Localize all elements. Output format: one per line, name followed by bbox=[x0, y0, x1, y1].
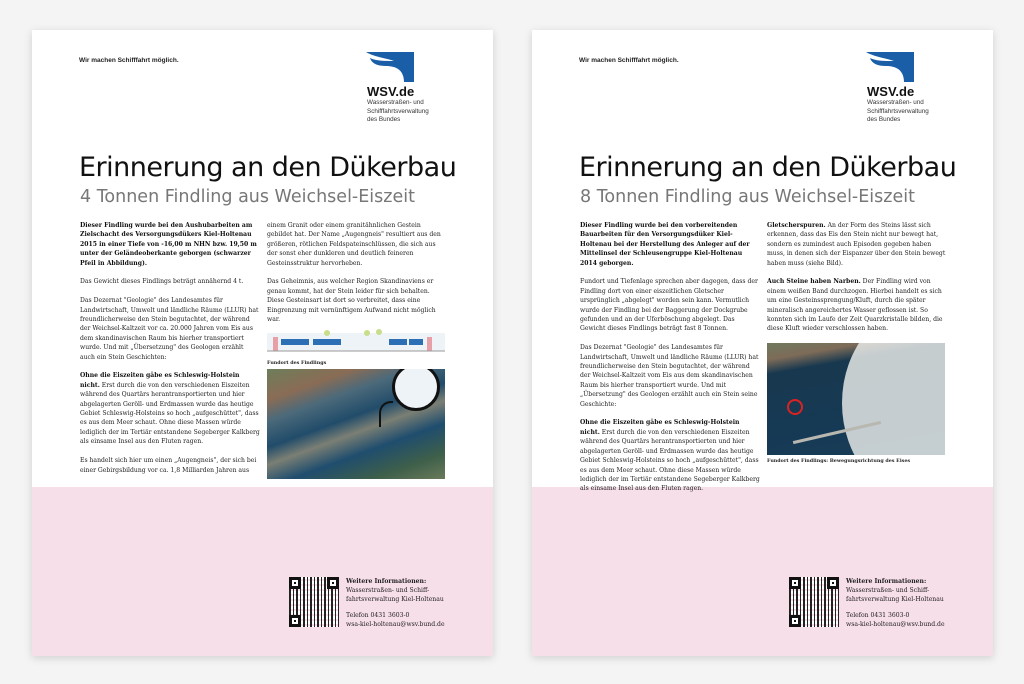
contact-info bbox=[346, 577, 445, 629]
figure-find-site bbox=[767, 343, 945, 467]
email-link[interactable]: wsa-kiel-holtenau@wsv.bund.de bbox=[346, 621, 445, 628]
paragraph: Auch Steine haben Narben. Der Findling wird von einem weißen Band durchzogen. Hierbei handelt es sich um eine Gesteinssprengung/Kluft, durch die später mineralisch angereichertes Wasser geflossen ist. So konnten sich im Laufe der Zeit Quarzkristalle bilden, die diese Kluft wieder verschlossen haben. bbox=[767, 278, 943, 333]
qr-code[interactable] bbox=[788, 576, 840, 628]
ice-overlay bbox=[842, 343, 945, 455]
figure-lock-site bbox=[267, 327, 445, 479]
paragraph: Dieser Findling wurde bei den vorbereitenden Bauarbeiten für den Versorgungsdüker Kiel-Holtenau bei der Herstellung des Anleger auf der Mittelinsel der Schleusengruppe Kiel-Holtenau 2014 geborgen. bbox=[580, 222, 750, 267]
aerial-photo-harbour bbox=[767, 343, 945, 455]
logo-text: WSV.de bbox=[867, 84, 915, 99]
phone: Telefon 0431 3603-0 bbox=[846, 612, 910, 619]
info-line: Wasserstraßen- und Schiff- bbox=[346, 587, 430, 594]
paragraph: Das Gewicht dieses Findlings beträgt annähernd 4 t. bbox=[80, 278, 244, 286]
tagline: Wir machen Schifffahrt möglich. bbox=[579, 57, 679, 64]
find-location-circle bbox=[787, 399, 803, 415]
phone: Telefon 0431 3603-0 bbox=[346, 612, 410, 619]
figure-caption: Fundort des Findlings bbox=[267, 360, 327, 366]
pink-footer-band bbox=[32, 487, 493, 656]
paragraph: Das Dezernat "Geologie" des Landesamtes für Landwirtschaft, Umwelt und ländliche Räume (LLUR) hat freundlicherweise den Stein begutachtet, der während der Weichsel-Kaltzeit vom Eis aus dem skandinavischen Raum bis hierher transportiert wurde. Und mit „Übersetzung" des Geologen erzählt auch ein Stein seine Geschichte: bbox=[580, 344, 759, 408]
wsv-logo bbox=[366, 52, 476, 125]
aerial-photo-locks bbox=[267, 369, 445, 479]
text-column-2 bbox=[767, 221, 947, 343]
org-line: Wasserstraßen- und bbox=[367, 99, 424, 106]
info-line: fahrtsverwaltung Kiel-Holtenau bbox=[846, 596, 944, 603]
text-column-1 bbox=[580, 221, 760, 503]
paragraph: Dieser Findling wurde bei den Aushubarbeiten am Zielschacht des Versorgungsdükers Kiel-Holtenau 2015 in einer Tiefe von -16,00 m NHN bzw. 19,50 m unter der Geländeoberkante geborgen (schwarzer Pfeil in Abbildung). bbox=[80, 222, 257, 267]
paragraph: Gletscherspuren. An der Form des Steins lässt sich erkennen, dass das Eis den Stein nicht nur bewegt hat, sondern es zumindest auch Episoden gegeben haben muss, in denen sich der Eispanzer über den Stein bewegt haben muss (siehe Bild). bbox=[767, 222, 946, 267]
paragraph: Ohne die Eiszeiten gäbe es Schleswig-Holstein nicht. Erst durch die von den verschiedenen Eiszeiten während des Quartärs herantransportierten und hier abgelagerten Geröll- und Erdmassen wurde das heutige Gebiet Schleswig-Holsteins so hoch „aufgeschüttet", dass es aus dem Meer schaut. Ohne diese Massen würde lediglich der im Tertiär entstandene Segeberger Kalkberg als einsame Insel aus den Fluten ragen. bbox=[80, 372, 260, 446]
poster-8-tonnen bbox=[532, 30, 993, 656]
paragraph: einem Granit oder einem granitähnlichen Gestein gebildet hat. Der Name „Augengneis" resultiert aus den größeren, rötlichen Feldspateinschlüssen, die sich aus der sonst eher dunkleren und deutlich feineren Gesteinsstruktur hervorheben. bbox=[267, 222, 441, 267]
page-subtitle: 8 Tonnen Findling aus Weichsel-Eiszeit bbox=[580, 187, 915, 207]
info-heading: Weitere Informationen: bbox=[846, 578, 927, 585]
paragraph: Fundort und Tiefenlage sprechen aber dagegen, dass der Findling dort von einer eiszeitlichen Gletscher ursprünglich „abgelegt" worden sein kann. Vermutlich wurde der Findling bei der Baggerung der Dockgrube gefunden und an der Uferböschung abgelegt. Das Gewicht dieses Findlings beträgt fast 8 Tonnen. bbox=[580, 278, 758, 333]
info-line: fahrtsverwaltung Kiel-Holtenau bbox=[346, 596, 444, 603]
org-line: des Bundes bbox=[367, 116, 401, 123]
wsv-logo bbox=[866, 52, 976, 125]
tagline: Wir machen Schifffahrt möglich. bbox=[79, 57, 179, 64]
wsv-wave-icon bbox=[366, 52, 414, 82]
text-column-1 bbox=[80, 221, 260, 484]
text-column-2 bbox=[267, 221, 447, 334]
qr-code[interactable] bbox=[288, 576, 340, 628]
info-line: Wasserstraßen- und Schiff- bbox=[846, 587, 930, 594]
paragraph: Es handelt sich hier um einen „Augengneis", der sich bei einer Gebirgsbildung vor ca. 1,8 Milliarden Jahren aus bbox=[80, 457, 257, 474]
wsv-wave-icon bbox=[866, 52, 914, 82]
org-line: Schifffahrtsverwaltung bbox=[867, 107, 929, 115]
info-heading: Weitere Informationen: bbox=[346, 578, 427, 585]
figure-caption: Fundort des Findlings: Bewegungsrichtung des Eises bbox=[767, 458, 911, 464]
contact-info bbox=[846, 577, 945, 629]
paragraph: Das Geheimnis, aus welcher Region Skandinaviens er genau kommt, hat der Stein leider für sich behalten. Diese Gesteinsart ist dort so verbreitet, dass eine Eingrenzung mit vernünftigem Aufwand nicht möglich war. bbox=[267, 278, 436, 324]
highlight-circle bbox=[392, 369, 440, 411]
page-title: Erinnerung an den Dükerbau bbox=[579, 152, 957, 183]
logo-text: WSV.de bbox=[367, 84, 415, 99]
page-subtitle: 4 Tonnen Findling aus Weichsel-Eiszeit bbox=[80, 187, 415, 207]
email-link[interactable]: wsa-kiel-holtenau@wsv.bund.de bbox=[846, 621, 945, 628]
paragraph: Ohne die Eiszeiten gäbe es Schleswig-Holstein nicht. Erst durch die von den verschiedenen Eiszeiten während des Quartärs herantransportierten und hier abgelagerten Geröll- und Erdmassen wurde das heutige Gebiet Schleswig-Holsteins so hoch „aufgeschüttet", dass es aus dem Meer schaut. Ohne diese Massen würde lediglich der im Tertiär entstandene Segeberger Kalkberg als einsame Insel aus den Fluten ragen. bbox=[580, 419, 760, 493]
paragraph: Das Dezernat "Geologie" des Landesamtes für Landwirtschaft, Umwelt und ländliche Räume (LLUR) hat freundlicherweise den Stein begutachtet, der während der Weichsel-Kaltzeit vor ca. 20.000 Jahren vom Eis aus dem skandinavischen Raum bis hierher transportiert wurde. Und mit „Übersetzung" des Geologen erzählt auch ein Stein Geschichten: bbox=[80, 297, 259, 361]
org-line: Wasserstraßen- und bbox=[867, 99, 924, 106]
cross-section-diagram bbox=[267, 327, 445, 353]
org-line: Schifffahrtsverwaltung bbox=[367, 107, 429, 115]
pink-footer-band bbox=[532, 487, 993, 656]
org-line: des Bundes bbox=[867, 116, 901, 123]
poster-4-tonnen bbox=[32, 30, 493, 656]
arrow-icon bbox=[379, 401, 393, 427]
page-title: Erinnerung an den Dükerbau bbox=[79, 152, 457, 183]
